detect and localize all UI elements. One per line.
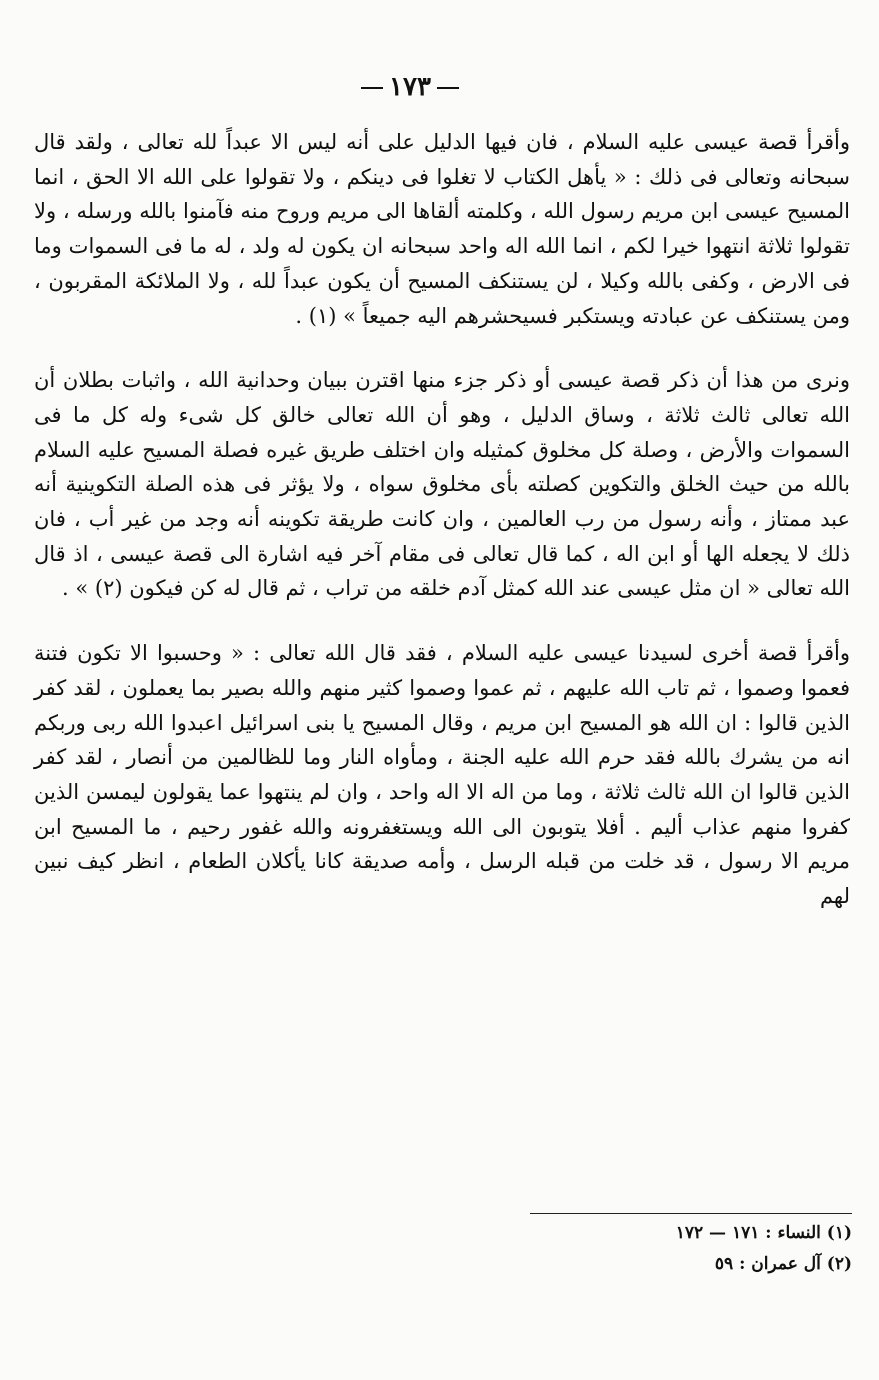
page-number [340, 70, 480, 104]
footnote-2: (٢) آل عمران : ٥٩ [714, 1254, 852, 1274]
footnotes [480, 1218, 852, 1280]
main-text [34, 125, 850, 914]
paragraph-1: وأقرأ قصة عيسى عليه السلام ، فان فيها الدليل على أنه ليس الا عبداً لله تعالى ، ولقد قال سبحانه وتعالى فى ذلك : « يأهل الكتاب لا تغلوا فى دينكم ، ولا تقولوا على الله الا الحق ، انما المسيح عيسى ابن مريم رسول الله ، وكلمته ألقاها الى مريم وروح منه فآمنوا بالله ورسله ، ولا تقولوا ثلاثة انتهوا خيرا لكم ، انما الله اله واحد سبحانه ان يكون له ولد ، له ما فى السموات وما فى الارض ، وكفى بالله وكيلا ، لن يستنكف المسيح أن يكون عبداً لله ، ولا الملائكة المقربون ، ومن يستنكف عن عبادته ويستكبر فسيحشرهم اليه جميعاً » (١) . [34, 130, 850, 328]
page-number-text: ١٧٣ [389, 72, 431, 102]
footnote-divider [530, 1213, 852, 1214]
paragraph-3: وأقرأ قصة أخرى لسيدنا عيسى عليه السلام ، فقد قال الله تعالى : « وحسبوا الا تكون فتنة فعموا وصموا ، ثم تاب الله عليهم ، ثم عموا وصموا كثير منهم والله بصير بما يعملون ، لقد كفر الذين قالوا : ان الله هو المسيح ابن مريم ، وقال المسيح يا بنى اسرائيل اعبدوا الله ربى وربكم انه من يشرك بالله فقد حرم الله عليه الجنة ، ومأواه النار وما للظالمين من أنصار ، لقد كفر الذين قالوا ان الله ثالث ثلاثة ، وما من اله الا اله واحد ، وان لم ينتهوا عما يقولون ليمسن الذين كفروا منهم عذاب أليم . أفلا يتوبون الى الله ويستغفرونه والله غفور رحيم ، ما المسيح ابن مريم الا رسول ، قد خلت من قبله الرسل ، وأمه صديقة كانا يأكلان الطعام ، انظر كيف نبين لهم [34, 641, 850, 909]
page-number-right-dash [361, 87, 383, 89]
footnote-1: (١) النساء : ١٧١ — ١٧٢ [675, 1223, 852, 1243]
paragraph-2: ونرى من هذا أن ذكر قصة عيسى أو ذكر جزء منها اقترن ببيان وحدانية الله ، واثبات بطلان أن الله تعالى ثالث ثلاثة ، وساق الدليل ، وهو أن الله تعالى خالق كل شىء وله كل ما فى السموات والأرض ، وصلة كل مخلوق كمثيله وان اختلف طريق غيره فصلة المسيح عليه السلام بالله من حيث الخلق والتكوين كصلته بأى مخلوق سواه ، ولا يؤثر فى هذه الصلة التكوينية أنه عبد ممتاز ، وأنه رسول من رب العالمين ، وان كانت طريقة تكوينه أنه وجد من غير أب ، فان ذلك لا يجعله الها أو ابن اله ، كما قال تعالى فى مقام آخر فيه اشارة الى قصة عيسى ، اذ قال الله تعالى « ان مثل عيسى عند الله كمثل آدم خلقه من تراب ، ثم قال له كن فيكون (٢) » . [34, 368, 850, 601]
page-number-left-dash [437, 87, 459, 89]
